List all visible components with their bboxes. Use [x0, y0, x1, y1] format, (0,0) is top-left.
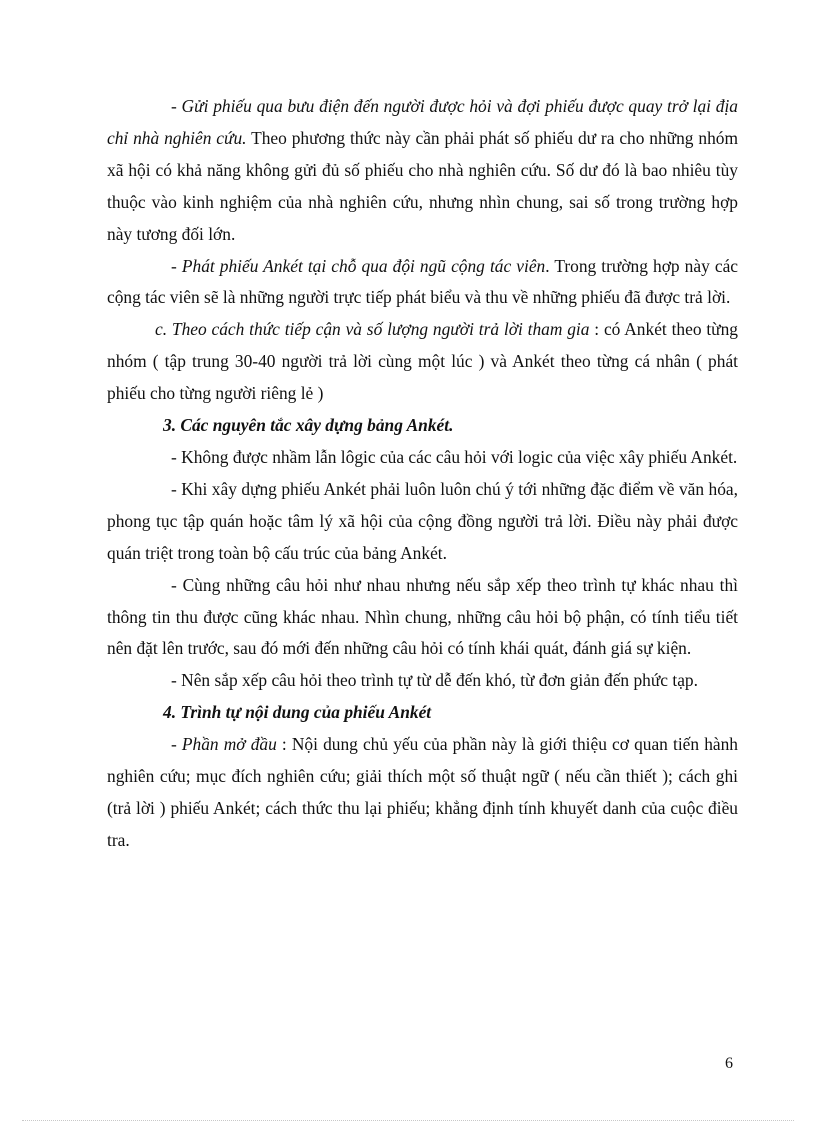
paragraph: - Cùng những câu hỏi như nhau nhưng nếu sắp xếp theo trình tự khác nhau thì thông tin thu được cũng khác nhau. Nhìn chung, những câu hỏi bộ phận, có tính tiểu tiết nên đặt lên trước, sau đó mới đến những câu hỏi có tính khái quát, đánh giá sự kiện. [107, 574, 738, 659]
bullet-prefix: - [171, 734, 182, 755]
paragraph: - Nên sắp xếp câu hỏi theo trình tự từ dễ đến khó, từ đơn giản đến phức tạp. [171, 670, 698, 691]
page-number: 6 [725, 1055, 733, 1072]
paragraph [107, 314, 738, 410]
paragraph-text: Theo phương thức này cần phải phát số phiếu dư ra cho những nhóm xã hội có khả năng không gửi đủ số phiếu cho nhà nghiên cứu. Số dư đó là bao nhiêu tùy thuộc vào kinh nghiệm của nhà nghiên cứu, nhưng nhìn chung, sai số trong trường hợp này tương đối lớn. [107, 127, 738, 244]
page-body [107, 91, 738, 857]
italic-lead: Phần mở đầu [181, 734, 277, 755]
italic-lead: - Gửi phiếu qua bưu điện đến người được hỏi và đợi phiếu được quay trở lại địa chỉ nhà nghiên cứu. [107, 96, 738, 148]
section-heading: 4. Trình tự nội dung của phiếu Ankét [163, 702, 432, 723]
italic-lead: c. Theo cách thức tiếp cận và số lượng người trả lời tham gia [155, 319, 590, 340]
bullet-prefix: - [171, 255, 182, 276]
paragraph-text: : có Ankét theo từng nhóm ( tập trung 30-40 người trả lời cùng một lúc ) và Ankét theo từng cá nhân ( phát phiếu cho từng người riêng lẻ ) [107, 319, 738, 404]
paragraph: - Không được nhầm lẫn lôgic của các câu hỏi với logic của việc xây phiếu Ankét. [171, 446, 738, 467]
section-heading: 3. Các nguyên tắc xây dựng bảng Ankét. [163, 415, 454, 436]
italic-lead: Phát phiếu Ankét tại chỗ qua đội ngũ cộng tác viên [181, 255, 546, 276]
paragraph [107, 729, 738, 857]
paragraph: - Khi xây dựng phiếu Ankét phải luôn luôn chú ý tới những đặc điểm về văn hóa, phong tục tập quán hoặc tâm lý xã hội của cộng đồng người trả lời. Điều này phải được quán triệt trong toàn bộ cấu trúc của bảng Ankét. [107, 478, 738, 563]
paragraph [107, 251, 738, 315]
paragraph-text: . Trong trường hợp này các cộng tác viên sẽ là những người trực tiếp phát biểu và thu về những phiếu đã được trả lời. [107, 255, 739, 308]
paragraph [107, 91, 738, 251]
paragraph-text: : Nội dung chủ yếu của phần này là giới thiệu cơ quan tiến hành nghiên cứu; mục đích nghiên cứu; giải thích một số thuật ngữ ( nếu cần thiết ); cách ghi (trả lời ) phiếu Ankét; cách thức thu lại phiếu; khẳng định tính khuyết danh của cuộc điều tra. [107, 734, 738, 850]
page-bottom-divider [22, 1120, 794, 1121]
